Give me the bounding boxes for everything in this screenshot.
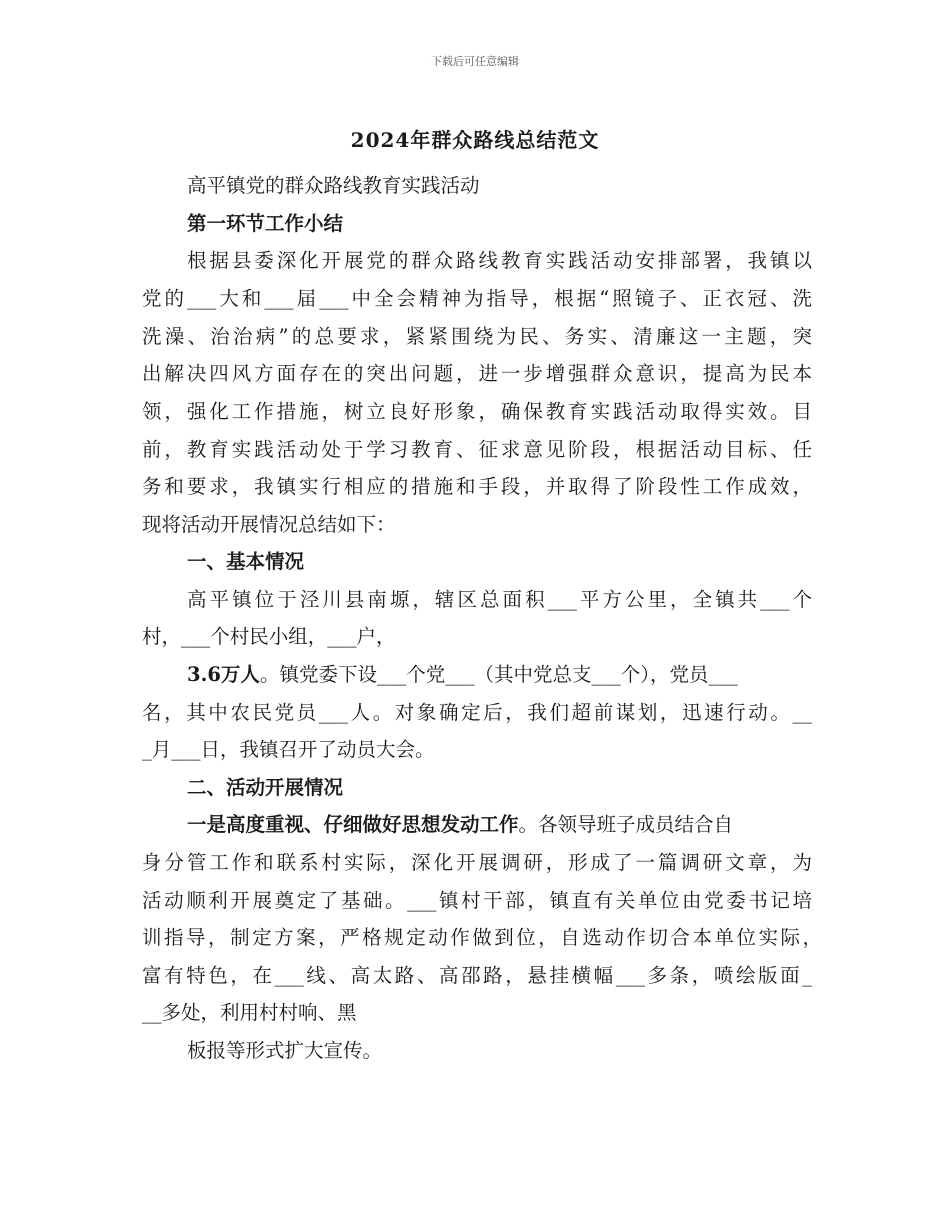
paragraph-line — [142, 700, 822, 726]
paragraph-text: 领，强化工作措施，树立良好形象，确保教育实践活动取得实效。目 — [142, 400, 812, 423]
paragraph-line — [187, 812, 812, 838]
paragraph-text: 训指导，制定方案，严格规定动作做到位，自选动作切合本单位实际， — [142, 926, 822, 949]
paragraph-text: 活动顺利开展奠定了基础。___镇村干部，镇直有关单位由党委书记培 — [142, 889, 812, 912]
paragraph-line — [187, 662, 812, 688]
paragraph-text: 根据县委深化开展党的群众路线教育实践活动安排部署，我镇以 — [187, 249, 812, 272]
paragraph-text: 高平镇位于泾川县南塬，辖区总面积___平方公里，全镇共___个 — [187, 588, 812, 611]
paragraph-text: 富有特色，在___线、高太路、高邵路，悬挂横幅___多条，喷绘版面_ — [142, 964, 812, 987]
paragraph-text: 出解决四风方面存在的突出问题，进一步增强群众意识，提高为民本 — [142, 362, 812, 385]
paragraph-line: 板报等形式扩大宣传。 — [187, 1039, 383, 1062]
section-heading: 二、活动开展情况 — [187, 776, 344, 799]
section-heading: 一、基本情况 — [187, 550, 305, 573]
paragraph-text: 名，其中农民党员___人。对象确定后，我们超前谋划，迅速行动。__ — [142, 701, 812, 724]
paragraph-lead: 一是高度重视、仔细做好思想发动工作 — [187, 813, 519, 836]
paragraph-line — [142, 324, 822, 350]
paragraph-line — [142, 888, 822, 914]
subtitle-line: 高平镇党的群众路线教育实践活动 — [187, 174, 480, 197]
paragraph-line — [142, 963, 822, 989]
population-value: 3.6万人 — [187, 663, 260, 686]
paragraph-line — [142, 925, 822, 951]
paragraph-line: __多处，利用村村响、黑 — [142, 1001, 357, 1024]
paragraph-text: 。各领导班子成员结合自 — [518, 813, 734, 836]
paragraph-text: 前，教育实践活动处于学习教育、征求意见阶段，根据活动目标、任 — [142, 438, 812, 461]
paragraph-line — [187, 587, 812, 613]
paragraph-line — [142, 850, 822, 876]
paragraph-line — [142, 474, 822, 500]
paragraph-text: 党的___大和___届___中全会精神为指导，根据“照镜子、正衣冠、洗 — [142, 287, 812, 310]
paragraph-line — [142, 437, 822, 463]
paragraph-line — [187, 248, 812, 274]
paragraph-text: 。镇党委下设___个党___（其中党总支___个），党员___ — [259, 663, 738, 686]
paragraph-line — [142, 286, 822, 312]
paragraph-text: 身分管工作和联系村实际，深化开展调研，形成了一篇调研文章，为 — [142, 851, 812, 874]
paragraph-line: 现将活动开展情况总结如下： — [142, 513, 396, 536]
paragraph-text: 务和要求，我镇实行相应的措施和手段，并取得了阶段性工作成效， — [142, 475, 812, 498]
paragraph-text: 洗澡、治治病”的总要求，紧紧围绕为民、务实、清廉这一主题，突 — [142, 325, 812, 348]
section-heading: 第一环节工作小结 — [187, 212, 344, 235]
header-note: 下载后可任意编辑 — [431, 55, 519, 68]
paragraph-line — [142, 361, 822, 387]
paragraph-line: _月___日，我镇召开了动员大会。 — [142, 738, 435, 761]
paragraph-line: 村，___个村民小组，___户， — [142, 625, 396, 648]
document-title: 2024年群众路线总结范文 — [350, 128, 600, 152]
paragraph-line — [142, 399, 822, 425]
